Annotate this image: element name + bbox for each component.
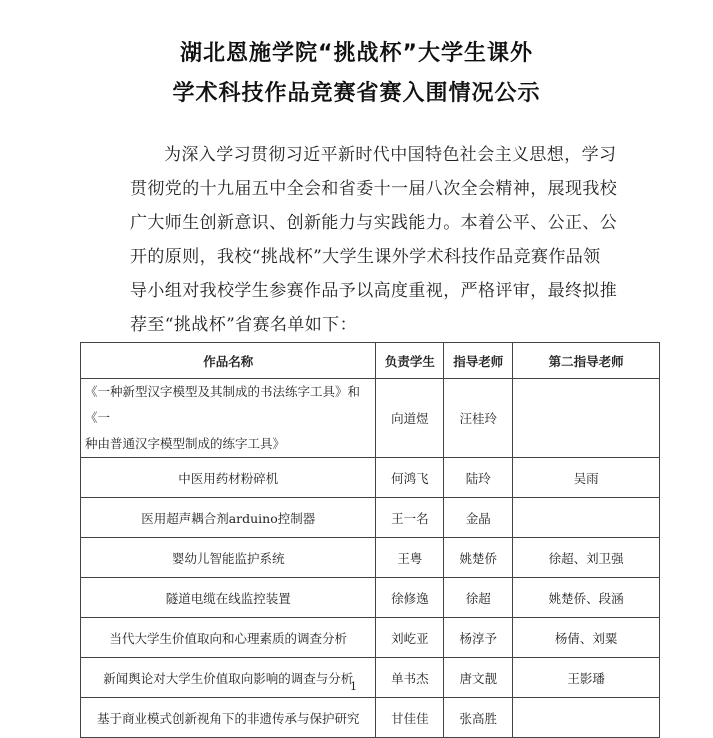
paragraph-line-1: 为深入学习贯彻习近平新时代中国特色社会主义思想，学习 <box>164 145 617 165</box>
second-advisor-cell: 王影璠 <box>513 658 660 698</box>
table-row <box>81 498 660 538</box>
work-name-cell: 中医用药材粉碎机 <box>81 458 376 498</box>
paragraph-line-2: 贯彻党的十九届五中全会和省委十一届八次全会精神，展现我校 <box>130 179 618 199</box>
table-header-row <box>81 343 660 379</box>
student-cell: 何鸿飞 <box>376 458 444 498</box>
header-student: 负责学生 <box>376 343 444 379</box>
header-second-advisor: 第二指导老师 <box>513 343 660 379</box>
paragraph-line-6: 荐至“挑战杯”省赛名单如下： <box>130 315 357 335</box>
second-advisor-cell: 徐超、刘卫强 <box>513 538 660 578</box>
advisor-cell: 张高胜 <box>444 698 513 738</box>
works-table <box>80 342 660 738</box>
table-row <box>81 578 660 618</box>
student-cell: 向道煜 <box>376 379 444 458</box>
second-advisor-cell: 杨倩、刘粟 <box>513 618 660 658</box>
student-cell: 单书杰 <box>376 658 444 698</box>
second-advisor-cell: 姚楚侨、段涵 <box>513 578 660 618</box>
student-cell: 王粤 <box>376 538 444 578</box>
work-name-cell: 基于商业模式创新视角下的非遗传承与保护研究 <box>81 698 376 738</box>
document-title-line1: 湖北恩施学院“挑战杯”大学生课外 <box>180 41 533 66</box>
work-name-line: 种由普通汉字模型制成的练字工具》 <box>85 436 286 451</box>
advisor-cell: 金晶 <box>444 498 513 538</box>
work-name-line: 《一种新型汉字模型及其制成的书法练字工具》和《一 <box>85 384 361 425</box>
page-number: 1 <box>350 680 357 693</box>
student-cell: 徐修逸 <box>376 578 444 618</box>
second-advisor-cell <box>513 498 660 538</box>
advisor-cell: 徐超 <box>444 578 513 618</box>
header-work-name: 作品名称 <box>81 343 376 379</box>
paragraph-line-4: 开的原则，我校“挑战杯”大学生课外学术科技作品竞赛作品领 <box>130 247 601 267</box>
advisor-cell: 杨淳予 <box>444 618 513 658</box>
table-row <box>81 379 660 458</box>
work-name-cell: 新闻舆论对大学生价值取向影响的调查与分析 <box>81 658 376 698</box>
work-name-cell <box>81 379 376 458</box>
document-title-line2: 学术科技作品竞赛省赛入围情况公示 <box>172 81 541 106</box>
student-cell: 刘屹亚 <box>376 618 444 658</box>
table-row <box>81 538 660 578</box>
work-name-cell: 当代大学生价值取向和心理素质的调查分析 <box>81 618 376 658</box>
student-cell: 甘佳佳 <box>376 698 444 738</box>
table-row <box>81 458 660 498</box>
advisor-cell: 陆玲 <box>444 458 513 498</box>
paragraph-line-5: 导小组对我校学生参赛作品予以高度重视，严格评审，最终拟推 <box>130 281 618 301</box>
work-name-cell: 婴幼儿智能监护系统 <box>81 538 376 578</box>
student-cell: 王一名 <box>376 498 444 538</box>
header-advisor: 指导老师 <box>444 343 513 379</box>
second-advisor-cell <box>513 698 660 738</box>
table-row <box>81 618 660 658</box>
second-advisor-cell <box>513 379 660 458</box>
advisor-cell: 姚楚侨 <box>444 538 513 578</box>
second-advisor-cell: 吴雨 <box>513 458 660 498</box>
advisor-cell: 汪桂玲 <box>444 379 513 458</box>
paragraph-line-3: 广大师生创新意识、创新能力与实践能力。本着公平、公正、公 <box>130 213 618 233</box>
work-name-cell: 隧道电缆在线监控装置 <box>81 578 376 618</box>
table-row <box>81 698 660 738</box>
work-name-cell: 医用超声耦合剂arduino控制器 <box>81 498 376 538</box>
advisor-cell: 唐文靓 <box>444 658 513 698</box>
